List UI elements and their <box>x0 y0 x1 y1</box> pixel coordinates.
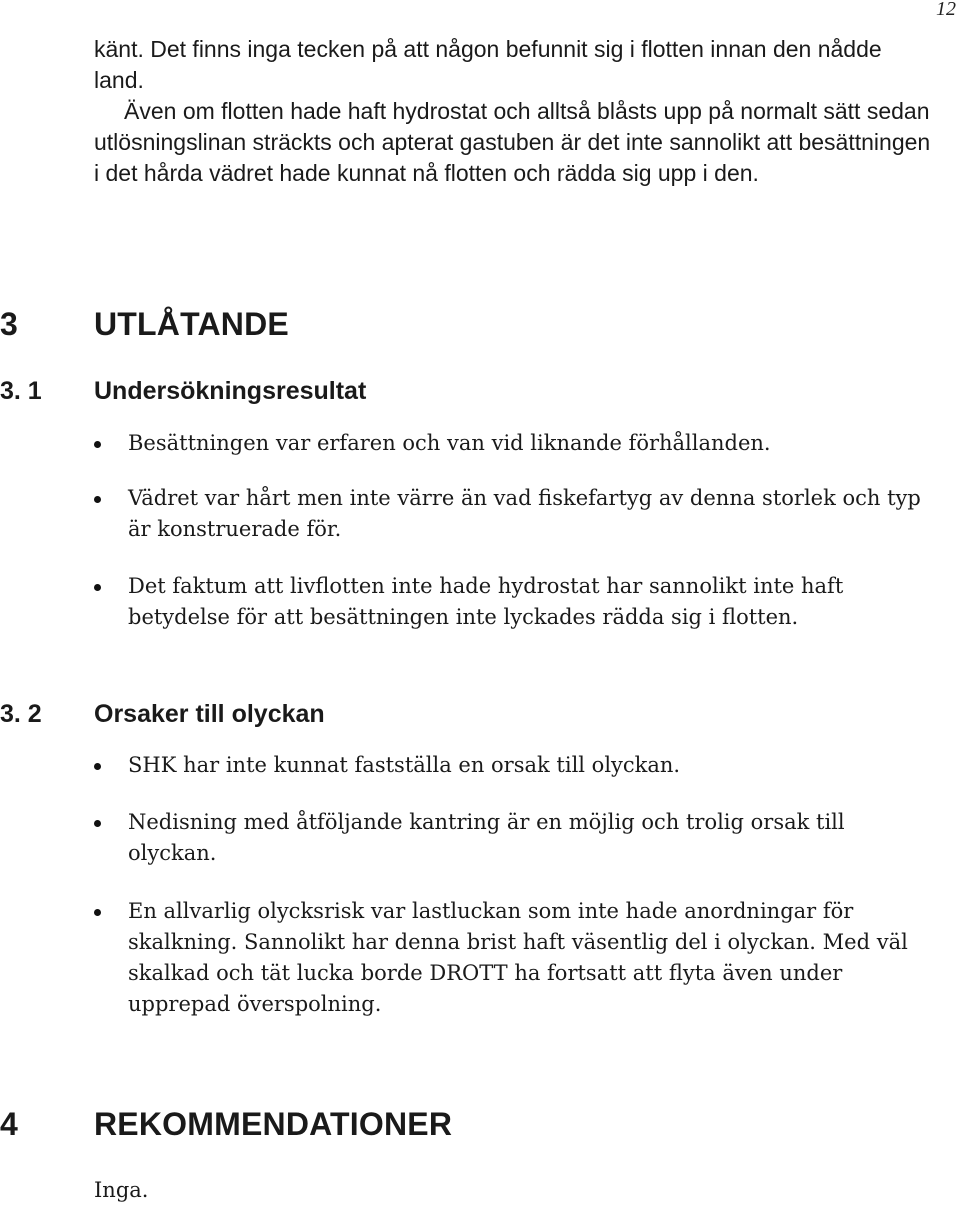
bullet-icon <box>94 909 101 916</box>
section-3-2-title: Orsaker till olyckan <box>94 700 325 728</box>
chapter-4-title: REKOMMENDATIONER <box>94 1106 453 1142</box>
section-3-1-number: 3. 1 <box>0 377 42 405</box>
bullet-icon <box>94 584 101 591</box>
list-item: Nedisning med åtföljande kantring är en möjlig och trolig orsak till olyckan. <box>94 807 924 869</box>
section-3-1-title: Undersökningsresultat <box>94 377 367 405</box>
section-3-1-bullet-list <box>94 428 924 633</box>
page-number: 12 <box>936 0 956 20</box>
section-3-2-number: 3. 2 <box>0 700 42 728</box>
list-item: Det faktum att livflotten inte hade hydrostat har sannolikt inte haft betydelse för att besättningen inte lyckades rädda sig i flotten. <box>94 571 924 633</box>
list-item: Vädret var hårt men inte värre än vad fiskefartyg av denna storlek och typ är konstruerade för. <box>94 483 924 545</box>
bullet-icon <box>94 763 101 770</box>
list-item: En allvarlig olycksrisk var lastluckan som inte hade anordningar för skalkning. Sannolikt har denna brist haft väsentlig del i olyckan. Med väl skalkad och tät lucka borde DROTT ha fortsatt att flyta även under upprepad överspolning. <box>94 896 924 1020</box>
closing-text: Inga. <box>94 1178 149 1202</box>
section-3-2-bullet-list <box>94 750 924 1020</box>
list-item: Besättningen var erfaren och van vid liknande förhållanden. <box>94 428 924 459</box>
bullet-icon <box>94 820 101 827</box>
bullet-icon <box>94 496 101 503</box>
list-item: SHK har inte kunnat fastställa en orsak till olyckan. <box>94 750 924 781</box>
chapter-3-title: UTLÅTANDE <box>94 306 289 342</box>
intro-text <box>94 34 934 189</box>
chapter-3-number: 3 <box>0 306 18 342</box>
intro-paragraph-1: känt. Det finns inga tecken på att någon befunnit sig i flotten innan den nådde land. <box>94 36 882 93</box>
bullet-icon <box>94 441 101 448</box>
intro-paragraph-2: Även om flotten hade haft hydrostat och alltså blåsts upp på normalt sätt sedan utlösningslinan sträckts och apterat gastuben är det inte sannolikt att besättningen i det hårda vädret hade kunnat nå flotten och rädda sig upp i den. <box>94 98 931 186</box>
chapter-4-number: 4 <box>0 1106 18 1142</box>
